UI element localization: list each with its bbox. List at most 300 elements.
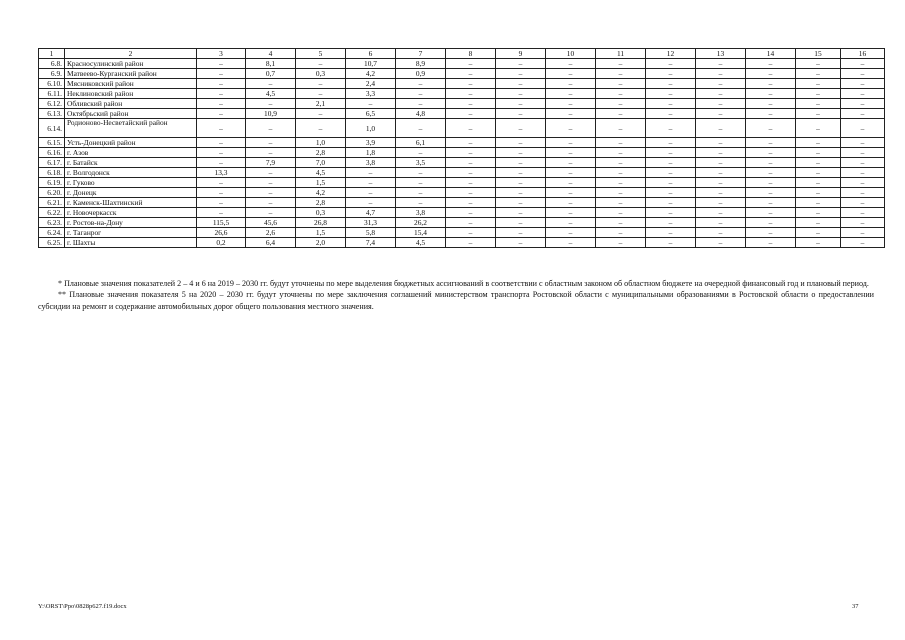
indicator-value: – <box>546 119 596 138</box>
indicator-value: – <box>446 168 496 178</box>
column-header: 15 <box>796 49 841 59</box>
indicator-value: – <box>746 208 796 218</box>
indicator-value: – <box>696 148 746 158</box>
indicator-value: – <box>746 59 796 69</box>
indicator-value: 0,7 <box>246 69 296 79</box>
indicator-value: – <box>246 168 296 178</box>
indicator-value: – <box>746 109 796 119</box>
indicator-value: – <box>446 69 496 79</box>
indicator-value: – <box>796 208 841 218</box>
indicator-value: – <box>646 238 696 248</box>
table-row <box>39 109 885 119</box>
indicator-value: – <box>396 89 446 99</box>
indicator-value: – <box>496 89 546 99</box>
column-header: 3 <box>197 49 246 59</box>
indicator-value: – <box>596 99 646 109</box>
indicator-value: – <box>841 238 885 248</box>
indicator-value: 3,5 <box>396 158 446 168</box>
indicator-value: – <box>596 238 646 248</box>
indicator-value: – <box>696 69 746 79</box>
row-number: 6.20. <box>39 188 65 198</box>
indicator-value: – <box>746 168 796 178</box>
indicator-value: – <box>546 178 596 188</box>
column-header: 2 <box>65 49 197 59</box>
municipality-name: Родионово-Несветайский район <box>65 119 197 138</box>
indicator-value: 1,0 <box>296 138 346 148</box>
indicator-value: 3,8 <box>396 208 446 218</box>
indicator-value: – <box>596 178 646 188</box>
indicator-value: – <box>841 148 885 158</box>
indicator-value: 26,6 <box>197 228 246 238</box>
indicator-value: – <box>646 138 696 148</box>
indicator-value: 15,4 <box>396 228 446 238</box>
column-header: 11 <box>596 49 646 59</box>
indicator-value: – <box>746 119 796 138</box>
indicator-value: – <box>396 119 446 138</box>
indicator-value: – <box>646 69 696 79</box>
indicator-value: – <box>296 119 346 138</box>
municipality-name: г. Батайск <box>65 158 197 168</box>
municipality-name: г. Волгодонск <box>65 168 197 178</box>
row-number: 6.23. <box>39 218 65 228</box>
indicator-value: – <box>596 158 646 168</box>
indicator-value: – <box>296 89 346 99</box>
indicator-value: – <box>246 79 296 89</box>
indicator-value: – <box>596 148 646 158</box>
indicator-value: 4,8 <box>396 109 446 119</box>
column-header: 12 <box>646 49 696 59</box>
indicator-value: – <box>696 138 746 148</box>
indicator-value: – <box>841 89 885 99</box>
indicator-value: – <box>796 188 841 198</box>
indicator-value: – <box>841 69 885 79</box>
row-number: 6.9. <box>39 69 65 79</box>
indicator-value: – <box>446 208 496 218</box>
indicator-value: – <box>496 238 546 248</box>
footnote-1: * Плановые значения показателей 2 – 4 и 6 на 2019 – 2030 гг. будут уточнены по мере выделения бюджетных ассигнований в соответствии с областным законом об областном бюджете на очередной финансовый год и плановый период. <box>58 279 869 288</box>
indicator-value: – <box>696 158 746 168</box>
table-row <box>39 198 885 208</box>
indicator-value: – <box>746 69 796 79</box>
column-header: 14 <box>746 49 796 59</box>
indicator-value: – <box>841 99 885 109</box>
indicator-value: – <box>796 138 841 148</box>
indicator-value: 1,0 <box>346 119 396 138</box>
indicator-value: – <box>746 188 796 198</box>
municipality-name: г. Каменск-Шахтинский <box>65 198 197 208</box>
indicator-value: 1,5 <box>296 228 346 238</box>
page-number: 37 <box>852 603 859 610</box>
indicator-value: 0,2 <box>197 238 246 248</box>
indicator-value: – <box>746 148 796 158</box>
indicator-value: – <box>446 188 496 198</box>
indicator-value: – <box>546 228 596 238</box>
indicator-value: – <box>346 198 396 208</box>
row-number: 6.22. <box>39 208 65 218</box>
indicator-value: – <box>796 79 841 89</box>
indicator-value: – <box>841 109 885 119</box>
indicator-value: 115,5 <box>197 218 246 228</box>
indicator-value: 26,8 <box>296 218 346 228</box>
table-row <box>39 218 885 228</box>
indicator-value: 8,1 <box>246 59 296 69</box>
indicator-value: – <box>596 188 646 198</box>
indicator-value: – <box>841 59 885 69</box>
municipality-name: г. Новочеркасск <box>65 208 197 218</box>
indicator-value: – <box>396 188 446 198</box>
indicator-value: – <box>841 168 885 178</box>
municipality-name: г. Гуково <box>65 178 197 188</box>
indicator-value: 10,7 <box>346 59 396 69</box>
indicator-value: – <box>246 119 296 138</box>
indicator-value: – <box>646 59 696 69</box>
indicator-value: – <box>696 188 746 198</box>
indicator-value: – <box>197 109 246 119</box>
indicator-value: – <box>746 79 796 89</box>
indicator-value: – <box>696 109 746 119</box>
indicator-value: – <box>296 79 346 89</box>
table-row <box>39 228 885 238</box>
indicator-value: 1,5 <box>296 178 346 188</box>
indicator-value: – <box>646 158 696 168</box>
indicator-value: – <box>796 89 841 99</box>
municipality-name: Октябрьский район <box>65 109 197 119</box>
file-path: Y:\ORST\Ppo\0828p627.f19.docx <box>38 603 127 610</box>
indicator-value: – <box>596 79 646 89</box>
row-number: 6.25. <box>39 238 65 248</box>
indicator-value: – <box>841 228 885 238</box>
indicator-value: – <box>496 59 546 69</box>
indicator-value: – <box>346 168 396 178</box>
table-row <box>39 148 885 158</box>
indicator-value: 4,2 <box>346 69 396 79</box>
indicator-value: – <box>546 89 596 99</box>
indicator-value: – <box>496 69 546 79</box>
column-header: 7 <box>396 49 446 59</box>
column-header: 5 <box>296 49 346 59</box>
column-header: 13 <box>696 49 746 59</box>
indicator-value: 4,5 <box>396 238 446 248</box>
indicator-value: – <box>496 148 546 158</box>
indicator-value: – <box>546 148 596 158</box>
column-header: 6 <box>346 49 396 59</box>
indicator-value: – <box>796 99 841 109</box>
indicator-value: – <box>796 59 841 69</box>
table-row <box>39 158 885 168</box>
indicator-value: – <box>696 99 746 109</box>
indicator-value: 7,9 <box>246 158 296 168</box>
indicator-value: – <box>546 168 596 178</box>
indicator-value: – <box>446 158 496 168</box>
indicator-value: – <box>246 188 296 198</box>
row-number: 6.12. <box>39 99 65 109</box>
indicator-value: – <box>496 168 546 178</box>
indicator-value: 0,3 <box>296 69 346 79</box>
indicator-value: – <box>696 119 746 138</box>
indicator-value: 7,0 <box>296 158 346 168</box>
column-header: 4 <box>246 49 296 59</box>
indicator-value: 5,8 <box>346 228 396 238</box>
row-number: 6.24. <box>39 228 65 238</box>
indicator-value: 8,9 <box>396 59 446 69</box>
indicator-value: 2,8 <box>296 198 346 208</box>
indicator-value: – <box>546 59 596 69</box>
indicator-value: 4,7 <box>346 208 396 218</box>
indicator-value: 3,3 <box>346 89 396 99</box>
indicator-value: – <box>197 188 246 198</box>
column-header: 16 <box>841 49 885 59</box>
indicator-value: – <box>546 218 596 228</box>
indicator-value: 2,1 <box>296 99 346 109</box>
indicator-value: 31,3 <box>346 218 396 228</box>
indicator-value: – <box>446 89 496 99</box>
indicator-value: – <box>646 148 696 158</box>
indicator-value: – <box>296 109 346 119</box>
indicator-value: 7,4 <box>346 238 396 248</box>
indicator-value: – <box>446 238 496 248</box>
indicator-value: 0,9 <box>396 69 446 79</box>
indicator-value: – <box>696 89 746 99</box>
indicator-value: – <box>646 79 696 89</box>
table-row <box>39 178 885 188</box>
indicator-value: – <box>346 188 396 198</box>
indicator-value: 45,6 <box>246 218 296 228</box>
indicator-value: – <box>496 99 546 109</box>
indicator-value: – <box>646 228 696 238</box>
indicator-value: – <box>496 228 546 238</box>
indicator-value: – <box>546 238 596 248</box>
indicator-value: – <box>596 69 646 79</box>
indicator-value: 3,8 <box>346 158 396 168</box>
indicator-value: – <box>746 89 796 99</box>
indicator-value: – <box>841 138 885 148</box>
indicator-value: – <box>546 109 596 119</box>
table-row <box>39 69 885 79</box>
indicator-value: – <box>496 208 546 218</box>
indicator-value: – <box>546 188 596 198</box>
indicator-value: 4,5 <box>296 168 346 178</box>
indicator-value: – <box>246 138 296 148</box>
indicator-value: – <box>646 198 696 208</box>
indicator-value: – <box>796 109 841 119</box>
indicator-value: – <box>596 168 646 178</box>
indicator-value: – <box>841 218 885 228</box>
indicator-value: – <box>396 79 446 89</box>
table-body <box>39 59 885 248</box>
indicator-value: – <box>197 198 246 208</box>
indicator-value: – <box>197 79 246 89</box>
indicator-value: – <box>197 99 246 109</box>
indicator-value: – <box>841 188 885 198</box>
indicator-value: – <box>841 178 885 188</box>
indicator-value: – <box>197 148 246 158</box>
indicator-value: – <box>746 238 796 248</box>
row-number: 6.15. <box>39 138 65 148</box>
indicator-value: – <box>546 79 596 89</box>
indicator-value: – <box>546 198 596 208</box>
municipality-name: г. Донецк <box>65 188 197 198</box>
indicator-value: – <box>596 59 646 69</box>
indicator-value: – <box>446 218 496 228</box>
indicator-value: – <box>746 218 796 228</box>
indicator-value: – <box>796 238 841 248</box>
indicator-value: – <box>746 158 796 168</box>
indicator-value: – <box>746 178 796 188</box>
indicator-value: 13,3 <box>197 168 246 178</box>
indicator-value: – <box>296 59 346 69</box>
indicator-value: – <box>197 138 246 148</box>
indicator-value: – <box>596 89 646 99</box>
indicator-value: – <box>646 89 696 99</box>
indicator-value: – <box>446 119 496 138</box>
indicator-value: 4,5 <box>246 89 296 99</box>
municipality-name: Усть-Донецкий район <box>65 138 197 148</box>
indicator-value: – <box>246 99 296 109</box>
indicator-value: – <box>446 99 496 109</box>
indicator-value: – <box>696 178 746 188</box>
table-row <box>39 79 885 89</box>
indicator-value: – <box>396 198 446 208</box>
indicator-value: – <box>446 59 496 69</box>
indicator-value: – <box>796 168 841 178</box>
indicator-value: 4,2 <box>296 188 346 198</box>
table-row <box>39 99 885 109</box>
indicator-value: – <box>841 158 885 168</box>
row-number: 6.19. <box>39 178 65 188</box>
indicator-value: – <box>646 99 696 109</box>
indicator-value: – <box>446 79 496 89</box>
column-header: 1 <box>39 49 65 59</box>
indicator-value: – <box>396 168 446 178</box>
indicator-value: – <box>197 89 246 99</box>
row-number: 6.21. <box>39 198 65 208</box>
column-header: 9 <box>496 49 546 59</box>
indicator-value: – <box>496 218 546 228</box>
indicator-value: – <box>646 119 696 138</box>
indicator-value: – <box>197 208 246 218</box>
indicator-value: – <box>696 238 746 248</box>
indicator-value: – <box>446 109 496 119</box>
row-number: 6.14. <box>39 119 65 138</box>
indicator-value: – <box>496 109 546 119</box>
indicator-value: – <box>841 198 885 208</box>
table-row <box>39 59 885 69</box>
indicator-value: – <box>596 138 646 148</box>
column-header: 8 <box>446 49 496 59</box>
indicator-value: – <box>746 198 796 208</box>
row-number: 6.11. <box>39 89 65 99</box>
indicator-value: – <box>197 178 246 188</box>
indicator-value: – <box>496 79 546 89</box>
indicator-value: – <box>346 99 396 109</box>
indicator-value: 2,4 <box>346 79 396 89</box>
indicator-value: – <box>696 59 746 69</box>
row-number: 6.16. <box>39 148 65 158</box>
table-row <box>39 188 885 198</box>
row-number: 6.17. <box>39 158 65 168</box>
indicator-value: – <box>646 109 696 119</box>
municipality-name: Матвеево-Курганский район <box>65 69 197 79</box>
table-row <box>39 89 885 99</box>
indicator-value: – <box>546 99 596 109</box>
indicator-value: – <box>496 178 546 188</box>
indicator-value: – <box>446 148 496 158</box>
indicator-value: – <box>646 188 696 198</box>
indicator-value: – <box>796 178 841 188</box>
indicator-value: – <box>596 228 646 238</box>
table-row <box>39 168 885 178</box>
indicator-value: – <box>646 178 696 188</box>
indicator-value: – <box>496 158 546 168</box>
indicator-value: – <box>746 138 796 148</box>
indicator-value: – <box>646 208 696 218</box>
indicator-value: – <box>746 228 796 238</box>
indicator-value: – <box>396 178 446 188</box>
indicator-value: – <box>696 218 746 228</box>
indicator-value: 2,8 <box>296 148 346 158</box>
row-number: 6.18. <box>39 168 65 178</box>
indicator-value: – <box>646 218 696 228</box>
table-row <box>39 208 885 218</box>
indicator-value: – <box>346 178 396 188</box>
indicator-value: 2,6 <box>246 228 296 238</box>
indicator-value: – <box>696 168 746 178</box>
municipality-name: Красносулинский район <box>65 59 197 69</box>
row-number: 6.8. <box>39 59 65 69</box>
row-number: 6.10. <box>39 79 65 89</box>
indicator-value: – <box>496 198 546 208</box>
indicator-value: – <box>546 158 596 168</box>
indicator-value: – <box>796 228 841 238</box>
indicator-value: 6,4 <box>246 238 296 248</box>
table-row <box>39 238 885 248</box>
indicator-value: – <box>197 69 246 79</box>
indicator-value: – <box>197 59 246 69</box>
indicator-value: – <box>596 109 646 119</box>
indicator-value: – <box>696 198 746 208</box>
indicator-value: – <box>796 69 841 79</box>
indicator-value: 3,9 <box>346 138 396 148</box>
indicator-value: – <box>696 208 746 218</box>
municipality-name: г. Шахты <box>65 238 197 248</box>
indicator-value: 2,0 <box>296 238 346 248</box>
municipality-name: Мясниковский район <box>65 79 197 89</box>
indicator-value: 26,2 <box>396 218 446 228</box>
indicator-value: – <box>596 218 646 228</box>
indicator-value: 10,9 <box>246 109 296 119</box>
indicator-value: – <box>596 119 646 138</box>
indicator-value: – <box>796 158 841 168</box>
municipality-name: Обливский район <box>65 99 197 109</box>
table-row <box>39 138 885 148</box>
row-number: 6.13. <box>39 109 65 119</box>
municipality-name: г. Азов <box>65 148 197 158</box>
indicator-value: – <box>546 69 596 79</box>
indicator-value: – <box>496 119 546 138</box>
indicator-value: – <box>646 168 696 178</box>
indicator-value: – <box>596 198 646 208</box>
indicator-value: – <box>496 188 546 198</box>
indicator-value: – <box>796 218 841 228</box>
indicator-value: – <box>796 119 841 138</box>
table-row <box>39 119 885 138</box>
footnote-2: ** Плановые значения показателя 5 на 2020 – 2030 гг. будут уточнены по мере заключения соглашений министерством транспорта Ростовской области с муниципальными образованиями в Ростовской области о предоставлении субсидии на ремонт и содержание автомобильных дорог общего пользования местного значения. <box>38 290 874 311</box>
indicators-table <box>38 48 885 248</box>
indicator-value: – <box>197 158 246 168</box>
indicator-value: – <box>396 99 446 109</box>
column-header: 10 <box>546 49 596 59</box>
indicator-value: – <box>841 119 885 138</box>
